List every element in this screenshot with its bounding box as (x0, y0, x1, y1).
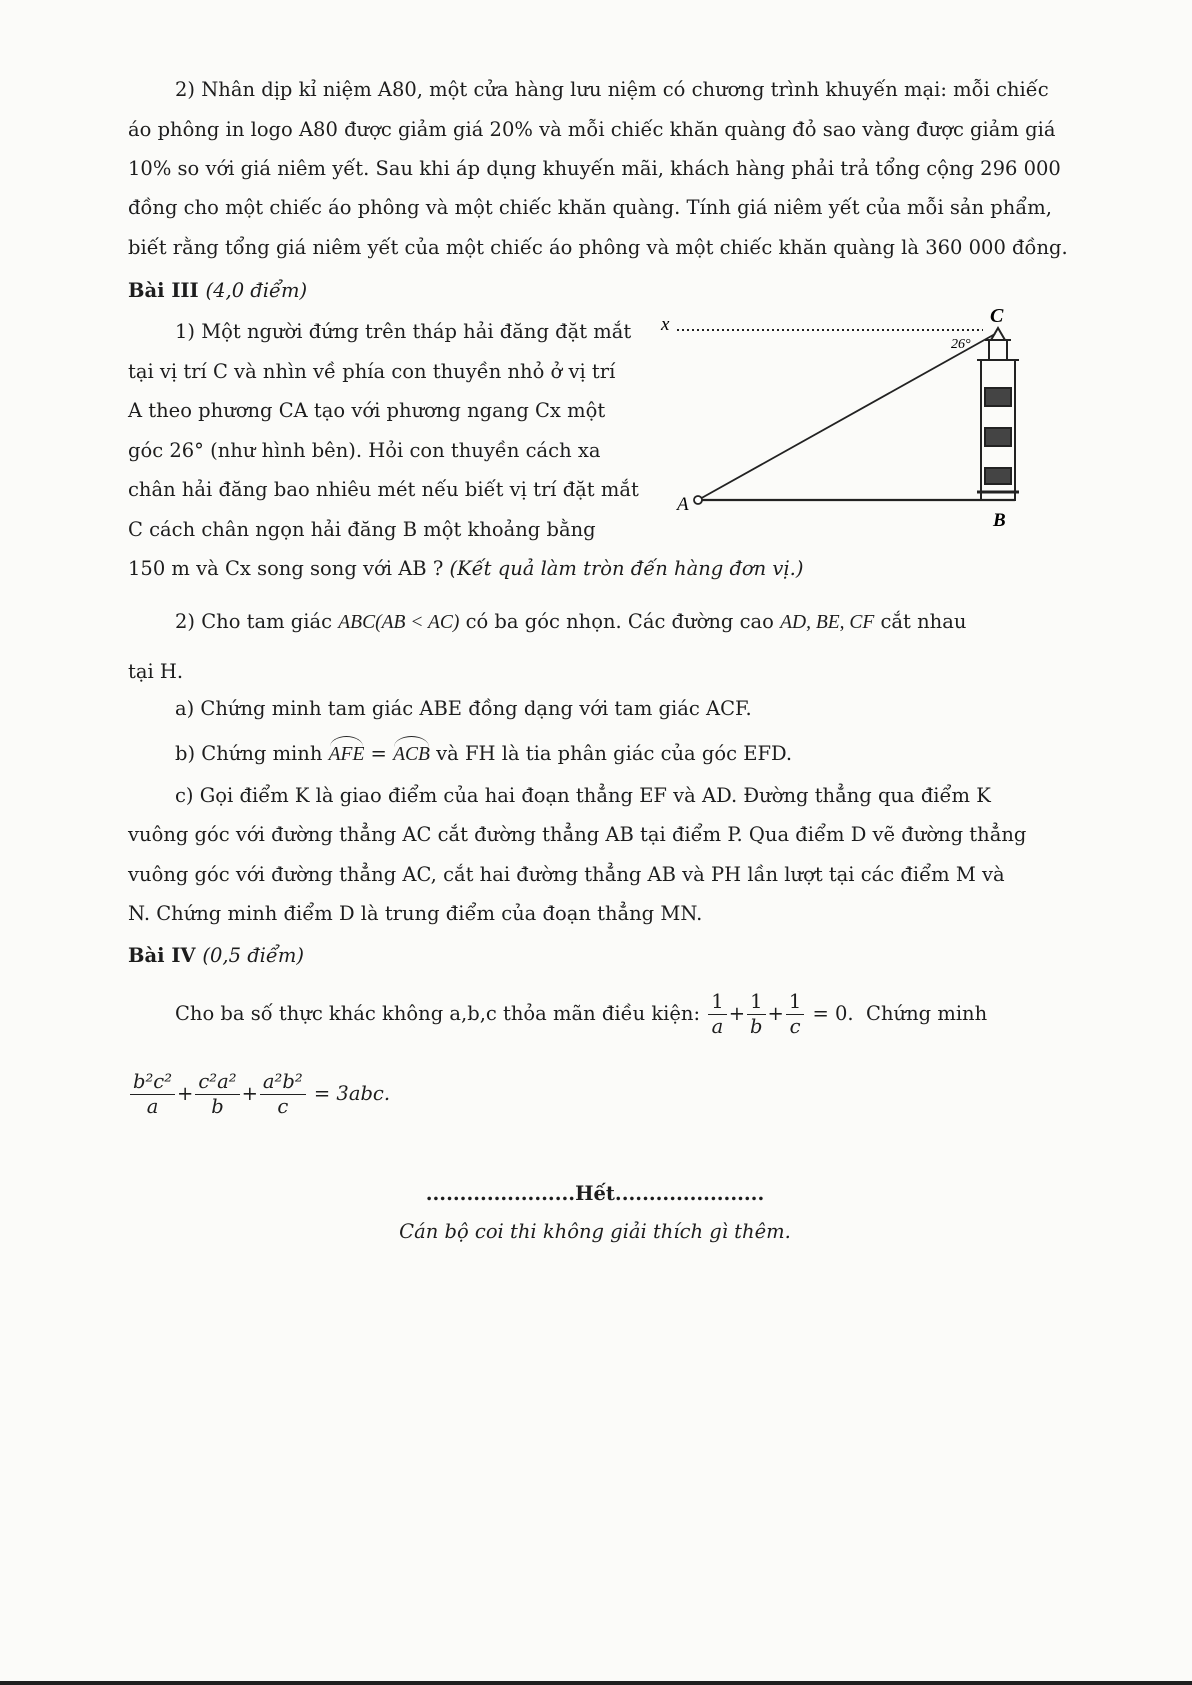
bai3-p2-c-line-4: N. Chứng minh điểm D là trung điểm của đoạn thẳng MN. (128, 902, 703, 925)
bai3-p2-c-line-3: vuông góc với đường thẳng AC, cắt hai đường thẳng AB và PH lần lượt tại các điểm M và (128, 863, 1005, 886)
bai4-line-1: Cho ba số thực khác không a,b,c thỏa mãn điều kiện: $\frac{1}{a}$ + $\frac{1}{b}$ + $\frac{1}{c}$ = 0. Chứng minh (175, 990, 988, 1038)
frac-1-b: $\frac{1}{b}$ (747, 990, 765, 1039)
bai2-line-3: 10% so với giá niêm yết. Sau khi áp dụng khuyến mãi, khách hàng phải trả tổng cộng 296 000 (128, 157, 1061, 180)
bai3-p2-text-b: có ba góc nhọn. Các đường cao (459, 610, 781, 633)
bai3-p1-line-1: 1) Một người đứng trên tháp hải đăng đặt mắt (175, 320, 632, 343)
bai3-p1-line-7 (128, 557, 803, 581)
point-a (694, 496, 702, 504)
bottom-border (0, 1681, 1192, 1685)
bai3-p1-line-2: tại vị trí C và nhìn về phía con thuyền nhỏ ở vị trí (128, 360, 616, 383)
footer-note: Cán bộ coi thi không giải thích gì thêm. (399, 1220, 791, 1243)
label-c: C (990, 305, 1004, 327)
angle-acb: ACB (393, 744, 430, 765)
lighthouse-figure (655, 300, 1035, 540)
bai3-p2-text-c: cắt nhau (874, 610, 967, 633)
bai3-p2-c-line-2: vuông góc với đường thẳng AC cắt đường thẳng AB tại điểm P. Qua điểm D vẽ đường thẳng (128, 823, 1027, 846)
frac-expr-1: $\frac{\text{b²c²}}{a}$ (130, 1070, 175, 1119)
frac-1-c: $\frac{1}{c}$ (786, 990, 804, 1039)
label-a: A (677, 494, 689, 515)
bai4-expression: $\frac{\text{b²c²}}{a}$ + $\frac{\text{c²a²}}{b}$ + $\frac{\text{a²b²}}{c}$ = 3abc. (128, 1064, 390, 1124)
bai3-title: Bài III (128, 279, 199, 302)
bai2-line-5: biết rằng tổng giá niêm yết của một chiếc áo phông và một chiếc khăn quàng là 360 000 đồng. (128, 236, 1068, 259)
bai3-p1-line-5: chân hải đăng bao nhiêu mét nếu biết vị trí đặt mắt (128, 478, 639, 501)
label-b: B (993, 510, 1006, 531)
frac-expr-3: $\frac{\text{a²b²}}{c}$ (260, 1070, 306, 1119)
frac-1-a: $\frac{1}{a}$ (708, 990, 726, 1039)
bai3-p2-text-a: 2) Cho tam giác (175, 610, 339, 633)
bai4-title: Bài IV (128, 944, 196, 967)
cond-eq: = 0. (812, 1002, 854, 1025)
b-prefix: b) Chứng minh (175, 742, 329, 765)
bai3-points: (4,0 điểm) (205, 279, 308, 302)
bai3-p1-last: 150 m và Cx song song với AB ? (128, 557, 444, 580)
lighthouse-icon (977, 328, 1019, 500)
bai3-p1-line-6: C cách chân ngọn hải đăng B một khoảng bằng (128, 518, 596, 541)
bai3-p2-c-line-1: c) Gọi điểm K là giao điểm của hai đoạn thẳng EF và AD. Đường thẳng qua điểm K (175, 784, 991, 807)
bai3-p2-line-1 (175, 610, 966, 635)
bai3-p2-math-2: AD, BE, CF (780, 612, 875, 633)
bai2-line-4: đồng cho một chiếc áo phông và một chiếc khăn quàng. Tính giá niêm yết của mỗi sản phẩm, (128, 196, 1052, 219)
bai3-p1-line-4: góc 26° (như hình bên). Hỏi con thuyền cách xa (128, 439, 601, 462)
bai4-heading (128, 944, 304, 968)
line-ca (698, 334, 995, 500)
bai3-p2-line-2: tại H. (128, 660, 184, 683)
label-x: x (661, 314, 670, 335)
expr-eq: = 3abc. (313, 1082, 391, 1105)
frac-expr-2: $\frac{\text{c²a²}}{b}$ (195, 1070, 239, 1119)
bai3-p2-math-1: ABC(AB < AC) (338, 612, 460, 633)
bai3-p1-note: (Kết quả làm tròn đến hàng đơn vị.) (449, 557, 804, 580)
bai3-p2-a: a) Chứng minh tam giác ABE đồng dạng với tam giác ACF. (175, 697, 752, 720)
bai2-line-2: áo phông in logo A80 được giảm giá 20% và mỗi chiếc khăn quàng đỏ sao vàng được giảm giá (128, 118, 1056, 141)
label-angle: 26° (951, 337, 971, 352)
bai4-prefix: Cho ba số thực khác không a,b,c thỏa mãn điều kiện: (175, 1002, 701, 1025)
bai3-heading (128, 279, 307, 303)
b-suffix: và FH là tia phân giác của góc EFD. (429, 742, 793, 765)
bai4-suffix: Chứng minh (866, 1002, 988, 1025)
end-marker: ......................Hết...................... (425, 1182, 765, 1205)
bai4-points: (0,5 điểm) (202, 944, 305, 967)
bai2-line-1: 2) Nhân dịp kỉ niệm A80, một cửa hàng lưu niệm có chương trình khuyến mại: mỗi chiếc (175, 78, 1049, 101)
bai3-p1-line-3: A theo phương CA tạo với phương ngang Cx một (128, 399, 606, 422)
bai3-p2-b (175, 742, 792, 767)
b-eq: = (364, 742, 394, 765)
angle-afe: AFE (328, 744, 365, 765)
